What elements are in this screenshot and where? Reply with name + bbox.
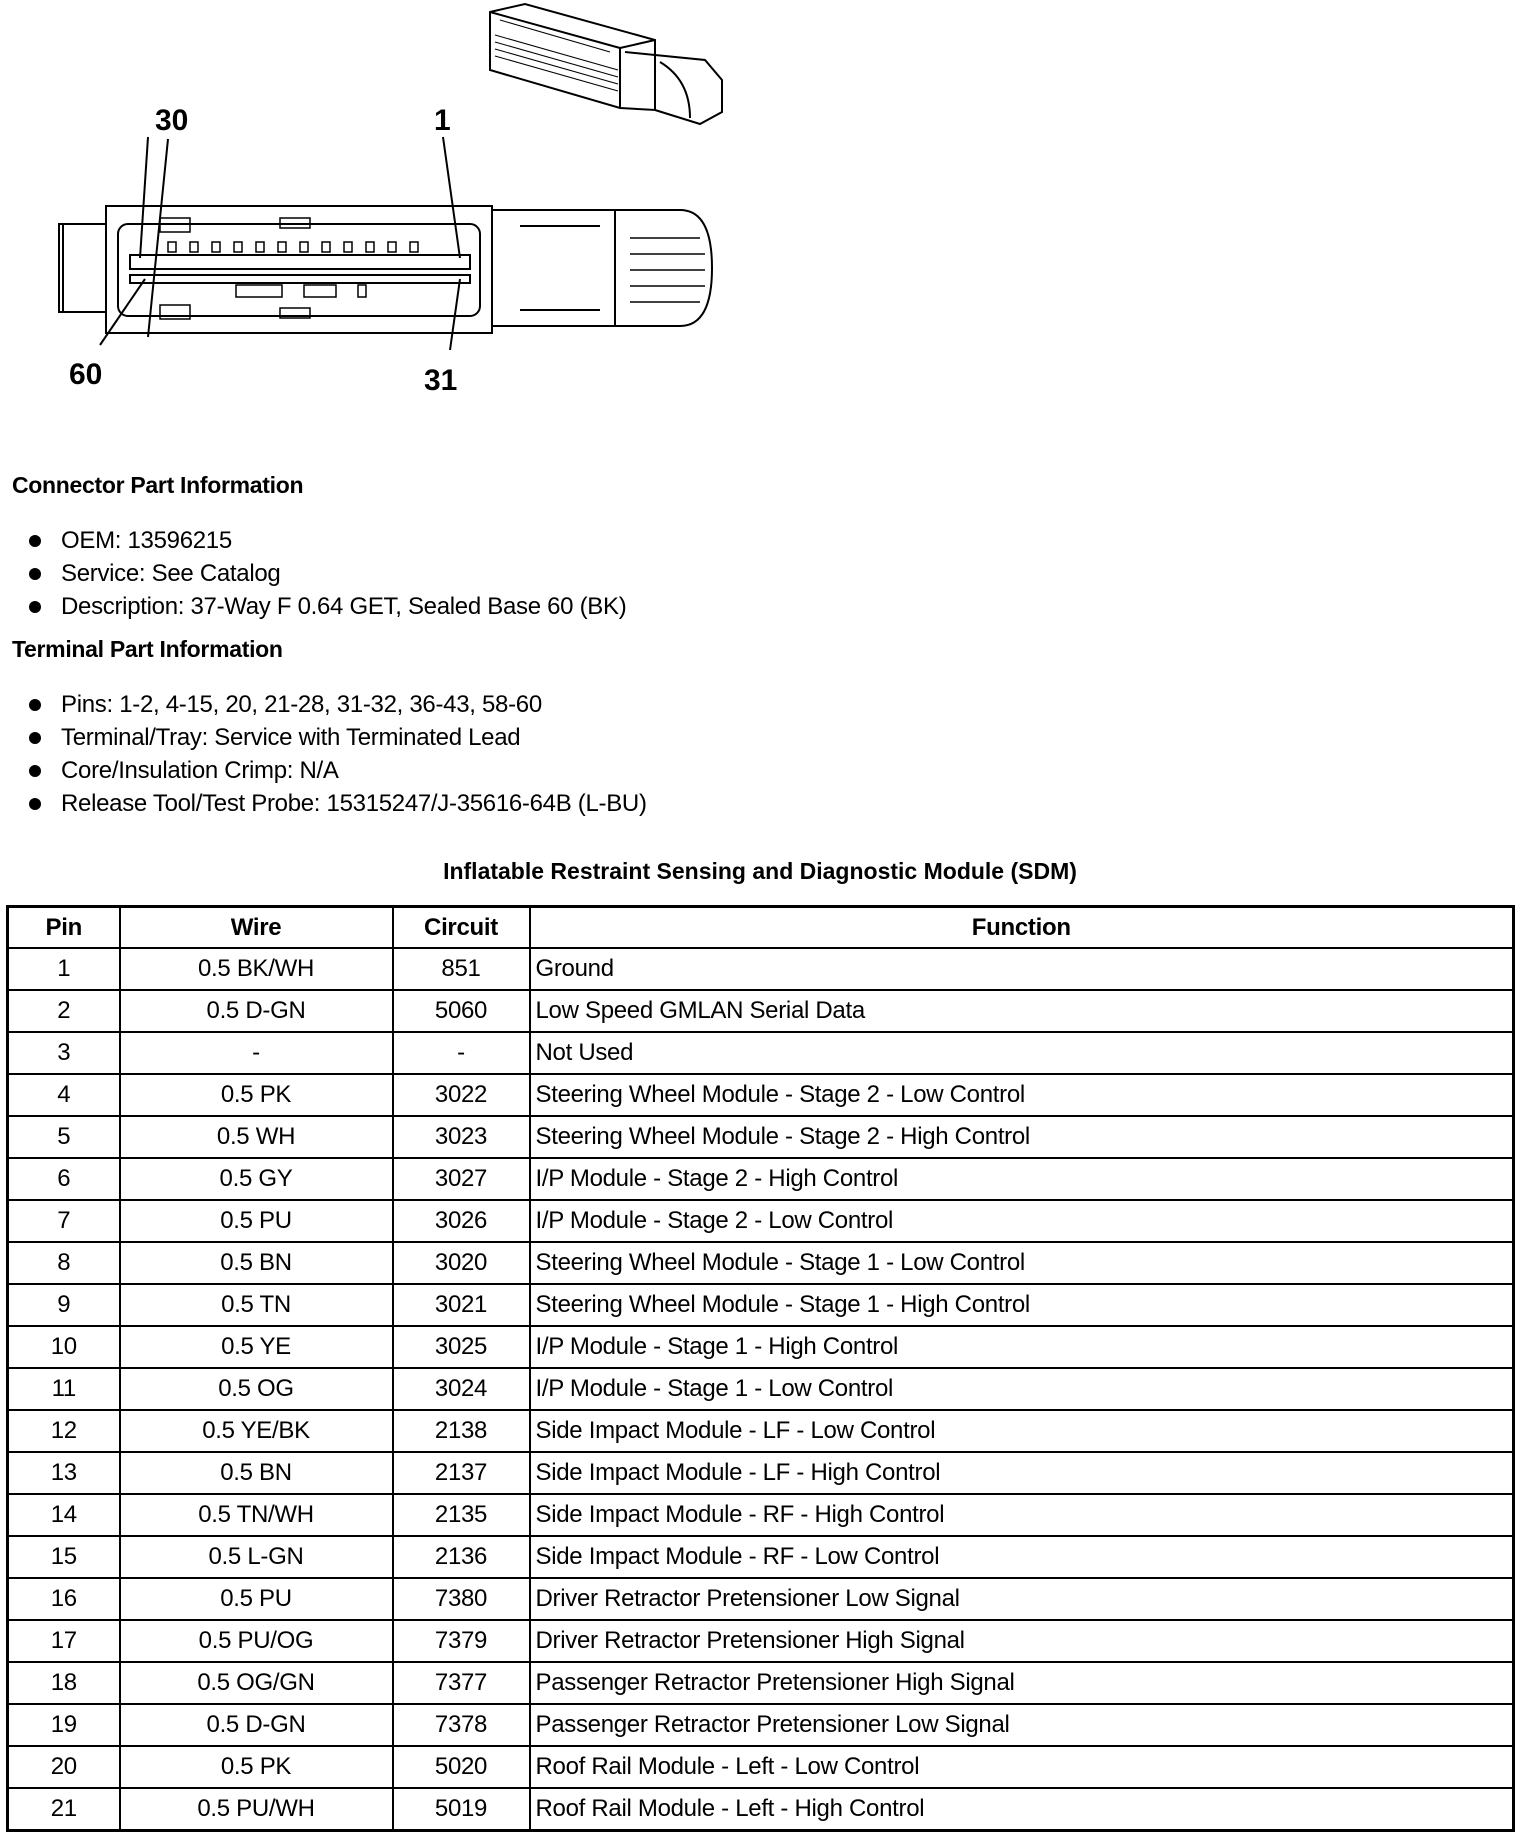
cell-wire: 0.5 PU/OG <box>120 1620 393 1662</box>
item-text: Pins: 1-2, 4-15, 20, 21-28, 31-32, 36-43, 58-60 <box>61 691 542 718</box>
cell-wire: 0.5 BK/WH <box>120 948 393 990</box>
cell-circuit: 5020 <box>393 1746 530 1788</box>
table-title-text: Inflatable Restraint Sensing and Diagnostic Module (SDM) <box>443 858 1077 884</box>
cell-circuit: 3023 <box>393 1116 530 1158</box>
cell-function: Not Used <box>530 1032 1514 1074</box>
cell-wire: 0.5 BN <box>120 1242 393 1284</box>
list-item <box>0 524 626 557</box>
table-row <box>8 1284 1514 1326</box>
cell-circuit: 3024 <box>393 1368 530 1410</box>
bullet-icon <box>29 535 41 547</box>
list-item <box>0 557 626 590</box>
table-row <box>8 1410 1514 1452</box>
list-item <box>0 787 647 820</box>
cell-pin: 15 <box>8 1536 120 1578</box>
cell-wire: 0.5 PU <box>120 1200 393 1242</box>
cell-pin: 1 <box>8 948 120 990</box>
cell-function: Steering Wheel Module - Stage 1 - High Control <box>530 1284 1514 1326</box>
header-pin: Pin <box>8 907 120 949</box>
item-text: Terminal/Tray: Service with Terminated Lead <box>61 724 521 751</box>
pin-label-1: 1 <box>434 104 451 137</box>
terminal-info-list <box>0 688 647 820</box>
connector-diagram <box>0 0 760 420</box>
header-wire: Wire <box>120 907 393 949</box>
connector-info-list <box>0 524 626 623</box>
cell-function: I/P Module - Stage 1 - Low Control <box>530 1368 1514 1410</box>
list-item <box>0 688 647 721</box>
list-item <box>0 721 647 754</box>
cell-pin: 7 <box>8 1200 120 1242</box>
cell-circuit: 3025 <box>393 1326 530 1368</box>
cell-pin: 10 <box>8 1326 120 1368</box>
table-row <box>8 1326 1514 1368</box>
table-row <box>8 1536 1514 1578</box>
cell-wire: 0.5 D-GN <box>120 1704 393 1746</box>
cell-circuit: 2138 <box>393 1410 530 1452</box>
cell-wire: 0.5 WH <box>120 1116 393 1158</box>
table-row <box>8 1074 1514 1116</box>
cell-circuit: 3021 <box>393 1284 530 1326</box>
item-text: Service: See Catalog <box>61 560 281 587</box>
cell-circuit: - <box>393 1032 530 1074</box>
table-title <box>0 858 1520 885</box>
cell-function: Side Impact Module - LF - High Control <box>530 1452 1514 1494</box>
bullet-icon <box>29 601 41 613</box>
table-row <box>8 1116 1514 1158</box>
table-header-row <box>8 907 1514 949</box>
cell-pin: 21 <box>8 1788 120 1831</box>
table-row <box>8 1158 1514 1200</box>
table-row <box>8 1746 1514 1788</box>
cell-circuit: 7377 <box>393 1662 530 1704</box>
bullet-icon <box>29 568 41 580</box>
bullet-icon <box>29 798 41 810</box>
cell-circuit: 7379 <box>393 1620 530 1662</box>
cell-pin: 14 <box>8 1494 120 1536</box>
cell-function: Roof Rail Module - Left - High Control <box>530 1788 1514 1831</box>
cell-circuit: 5019 <box>393 1788 530 1831</box>
cell-wire: 0.5 PK <box>120 1746 393 1788</box>
table-row <box>8 1788 1514 1831</box>
table-row <box>8 1242 1514 1284</box>
cell-circuit: 5060 <box>393 990 530 1032</box>
cell-pin: 2 <box>8 990 120 1032</box>
cell-pin: 3 <box>8 1032 120 1074</box>
table-row <box>8 1032 1514 1074</box>
cell-wire: - <box>120 1032 393 1074</box>
cell-circuit: 3026 <box>393 1200 530 1242</box>
cell-wire: 0.5 YE/BK <box>120 1410 393 1452</box>
cell-pin: 13 <box>8 1452 120 1494</box>
cell-pin: 11 <box>8 1368 120 1410</box>
list-item <box>0 754 647 787</box>
table-row <box>8 990 1514 1032</box>
connector-face-view <box>59 137 712 350</box>
cell-pin: 5 <box>8 1116 120 1158</box>
cell-circuit: 3027 <box>393 1158 530 1200</box>
cell-circuit: 2137 <box>393 1452 530 1494</box>
cell-circuit: 2136 <box>393 1536 530 1578</box>
table-row <box>8 1578 1514 1620</box>
cell-wire: 0.5 GY <box>120 1158 393 1200</box>
cell-pin: 20 <box>8 1746 120 1788</box>
cell-function: Side Impact Module - RF - Low Control <box>530 1536 1514 1578</box>
cell-pin: 4 <box>8 1074 120 1116</box>
pin-label-30: 30 <box>155 104 189 137</box>
table-row <box>8 1452 1514 1494</box>
bullet-icon <box>29 732 41 744</box>
cell-function: I/P Module - Stage 1 - High Control <box>530 1326 1514 1368</box>
list-item <box>0 590 626 623</box>
cell-circuit: 2135 <box>393 1494 530 1536</box>
cell-wire: 0.5 TN <box>120 1284 393 1326</box>
cell-function: Side Impact Module - RF - High Control <box>530 1494 1514 1536</box>
pin-label-60: 60 <box>69 358 103 391</box>
cell-wire: 0.5 OG <box>120 1368 393 1410</box>
cell-function: Passenger Retractor Pretensioner High Signal <box>530 1662 1514 1704</box>
cell-pin: 12 <box>8 1410 120 1452</box>
item-text: Release Tool/Test Probe: 15315247/J-35616-64B (L-BU) <box>61 790 647 817</box>
cell-pin: 17 <box>8 1620 120 1662</box>
connector-info-heading: Connector Part Information <box>12 472 304 498</box>
bullet-icon <box>29 765 41 777</box>
table-row <box>8 1494 1514 1536</box>
cell-function: Steering Wheel Module - Stage 1 - Low Control <box>530 1242 1514 1284</box>
cell-function: I/P Module - Stage 2 - Low Control <box>530 1200 1514 1242</box>
header-circuit: Circuit <box>393 907 530 949</box>
cell-wire: 0.5 L-GN <box>120 1536 393 1578</box>
cell-pin: 9 <box>8 1284 120 1326</box>
cell-function: Low Speed GMLAN Serial Data <box>530 990 1514 1032</box>
cell-function: Side Impact Module - LF - Low Control <box>530 1410 1514 1452</box>
cell-circuit: 3022 <box>393 1074 530 1116</box>
cell-pin: 18 <box>8 1662 120 1704</box>
table-row <box>8 1704 1514 1746</box>
table-row <box>8 1620 1514 1662</box>
cell-function: Steering Wheel Module - Stage 2 - Low Control <box>530 1074 1514 1116</box>
item-text: OEM: 13596215 <box>61 527 232 554</box>
cell-circuit: 7380 <box>393 1578 530 1620</box>
table-row <box>8 1662 1514 1704</box>
cell-wire: 0.5 YE <box>120 1326 393 1368</box>
table-row <box>8 948 1514 990</box>
cell-wire: 0.5 TN/WH <box>120 1494 393 1536</box>
cell-wire: 0.5 OG/GN <box>120 1662 393 1704</box>
cell-function: Driver Retractor Pretensioner Low Signal <box>530 1578 1514 1620</box>
cell-function: I/P Module - Stage 2 - High Control <box>530 1158 1514 1200</box>
cell-circuit: 3020 <box>393 1242 530 1284</box>
cell-function: Passenger Retractor Pretensioner Low Signal <box>530 1704 1514 1746</box>
cell-wire: 0.5 PU/WH <box>120 1788 393 1831</box>
connector-iso-view <box>490 4 722 124</box>
cell-function: Driver Retractor Pretensioner High Signal <box>530 1620 1514 1662</box>
cell-circuit: 851 <box>393 948 530 990</box>
item-text: Core/Insulation Crimp: N/A <box>61 757 339 784</box>
cell-wire: 0.5 D-GN <box>120 990 393 1032</box>
cell-function: Roof Rail Module - Left - Low Control <box>530 1746 1514 1788</box>
terminal-info-heading: Terminal Part Information <box>12 636 283 662</box>
header-function: Function <box>530 907 1514 949</box>
cell-wire: 0.5 PU <box>120 1578 393 1620</box>
cell-pin: 6 <box>8 1158 120 1200</box>
bullet-icon <box>29 699 41 711</box>
cell-function: Ground <box>530 948 1514 990</box>
cell-function: Steering Wheel Module - Stage 2 - High Control <box>530 1116 1514 1158</box>
cell-wire: 0.5 BN <box>120 1452 393 1494</box>
cell-pin: 8 <box>8 1242 120 1284</box>
item-text: Description: 37-Way F 0.64 GET, Sealed Base 60 (BK) <box>61 593 627 620</box>
cell-pin: 16 <box>8 1578 120 1620</box>
pinout-table <box>6 905 1515 1832</box>
cell-wire: 0.5 PK <box>120 1074 393 1116</box>
cell-circuit: 7378 <box>393 1704 530 1746</box>
table-row <box>8 1368 1514 1410</box>
table-row <box>8 1200 1514 1242</box>
pin-label-31: 31 <box>424 364 458 397</box>
cell-pin: 19 <box>8 1704 120 1746</box>
